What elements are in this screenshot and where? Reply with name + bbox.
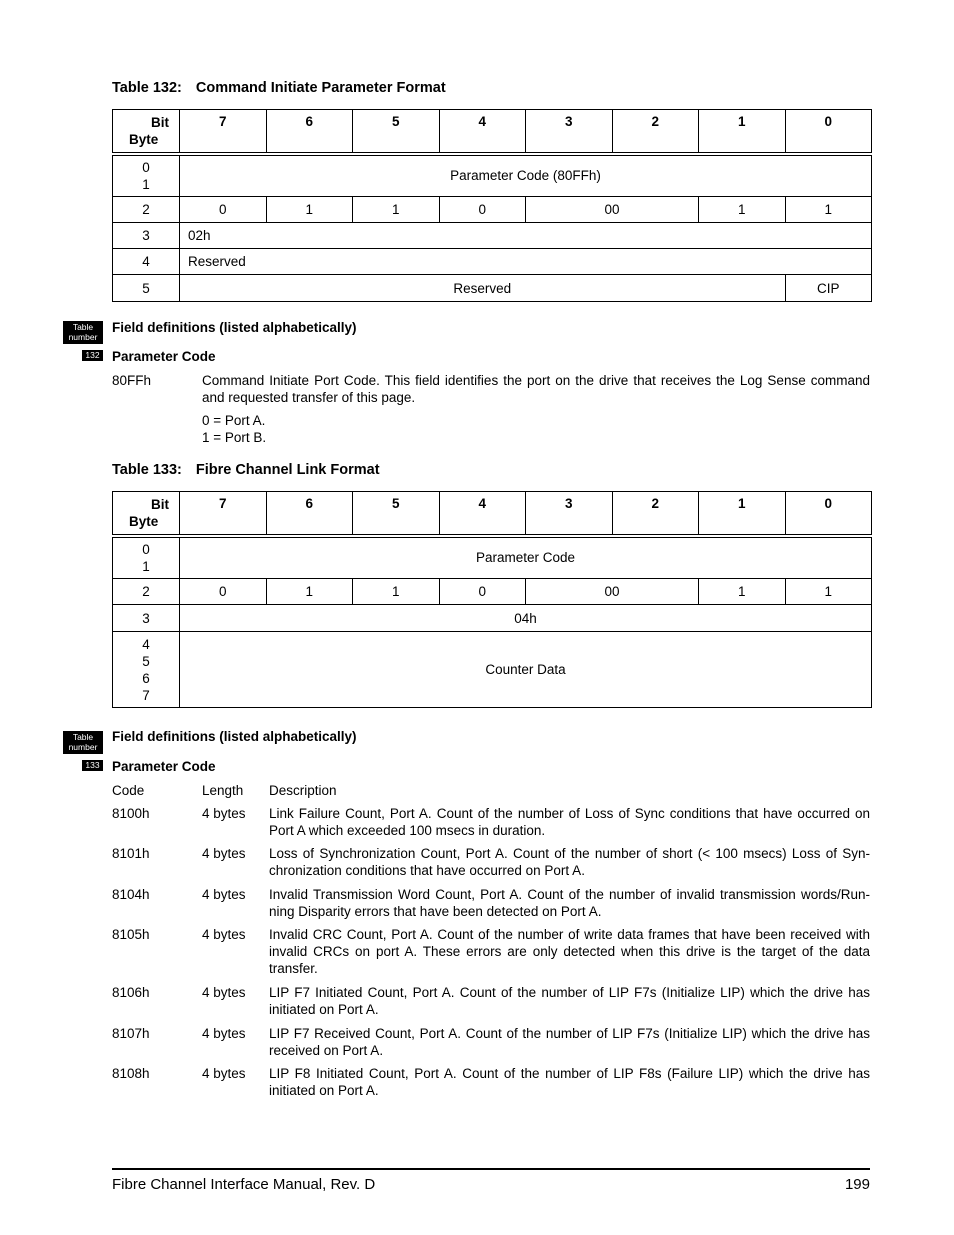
footer-rule (112, 1168, 870, 1170)
byte-cell: 2 (113, 197, 180, 223)
bit-header: 7 (180, 110, 267, 154)
parameter-code-value: 8106h (112, 985, 150, 1000)
byte-cell: 0 1 (113, 536, 180, 579)
bit-header: 2 (612, 110, 699, 154)
bit-header: 4 (439, 110, 526, 154)
cip-cell: CIP (785, 275, 872, 302)
parameter-length-value: 4 bytes (202, 1066, 246, 1081)
parameter-code-heading: Parameter Code (112, 349, 216, 364)
parameter-description: Loss of Synchronization Count, Port A. Count of the number of short (< 100 msecs) Loss of Syn-chronization conditions that have occurred on Port A. (269, 846, 870, 878)
byte-cell: 4 5 6 7 (113, 632, 180, 708)
parameter-length-value: 4 bytes (202, 846, 246, 861)
bit-header: 0 (785, 492, 872, 536)
bit-value-cell: 0 (439, 579, 526, 605)
bit-value-cell: 1 (266, 579, 353, 605)
byte-cell: 3 (113, 605, 180, 632)
code-column-header: Code (112, 783, 145, 798)
parameter-code-value: 8100h (112, 806, 150, 821)
table-row (113, 605, 872, 632)
parameter-code-heading: Parameter Code (112, 759, 216, 774)
table-row (113, 223, 872, 249)
parameter-code-cell: Parameter Code (180, 536, 872, 579)
counter-data-cell: Counter Data (180, 632, 872, 708)
table-row (113, 632, 872, 708)
bit-header: 1 (699, 110, 786, 154)
table-row (113, 579, 872, 605)
parameter-description: LIP F7 Received Count, Port A. Count of the number of LIP F7s (Initialize LIP) which the drive has received on Port A. (269, 1026, 870, 1058)
bit-header: 5 (353, 492, 440, 536)
parameter-length-value: 4 bytes (202, 887, 246, 902)
bit-value-cell: 1 (785, 579, 872, 605)
bit-header: 2 (612, 492, 699, 536)
field-definitions-heading: Field definitions (listed alphabetically) (112, 729, 357, 744)
table-132-caption-title: Command Initiate Parameter Format (195, 80, 446, 96)
table-133-caption (112, 462, 380, 478)
table-row (113, 536, 872, 579)
parameter-code-value: 8108h (112, 1066, 150, 1081)
code-80ffh: 80FFh (112, 373, 152, 388)
byte-cell: 0 1 (113, 154, 180, 197)
table-132-header-row (113, 110, 872, 154)
table-row (113, 154, 872, 197)
bit-header: 6 (266, 110, 353, 154)
length-column-header: Length (202, 783, 244, 798)
parameter-code-cell: Parameter Code (80FFh) (180, 154, 872, 197)
table-row (113, 197, 872, 223)
byte-cell: 5 (113, 275, 180, 302)
parameter-code-value: 8104h (112, 887, 150, 902)
parameter-description: Invalid CRC Count, Port A. Count of the number of write data frames that have been received with invalid CRCs on port A. These errors are only detected when this drive is the target of the data transfer. (269, 927, 870, 976)
table-number-133-tag: 133 (82, 760, 103, 771)
bit-value-cell: 1 (699, 579, 786, 605)
bit-value-cell: 1 (353, 197, 440, 223)
parameter-description: LIP F8 Initiated Count, Port A. Count of the number of LIP F8s (Failure LIP) which the drive has initiated on Port A. (269, 1066, 870, 1098)
table-number-tag: Table number (63, 731, 103, 754)
parameter-length-value: 4 bytes (202, 985, 246, 1000)
table-132-caption (112, 80, 446, 96)
description-column-header: Description (269, 783, 337, 798)
bit-header: 4 (439, 492, 526, 536)
table-133-caption-title: Fibre Channel Link Format (195, 462, 380, 478)
bit-header: 0 (785, 110, 872, 154)
bit-value-cell: 00 (526, 579, 699, 605)
bit-value-cell: 1 (699, 197, 786, 223)
bit-header: 6 (266, 492, 353, 536)
bit-header: 1 (699, 492, 786, 536)
parameter-code-value: 8105h (112, 927, 150, 942)
bit-header: 7 (180, 492, 267, 536)
bit-value-cell: 0 (180, 579, 267, 605)
port-a-value: 0 = Port A. (202, 413, 266, 428)
parameter-description: Invalid Transmission Word Count, Port A. Count of the number of invalid transmission words/Run-ning Disparity errors that have been detected on Port A. (269, 887, 870, 919)
table-133-caption-number: Table 133: (112, 462, 182, 478)
value-cell: 02h (180, 223, 872, 249)
parameter-length-value: 4 bytes (202, 806, 246, 821)
bit-value-cell: 1 (785, 197, 872, 223)
table-number-132-tag: 132 (82, 350, 103, 361)
byte-cell: 4 (113, 249, 180, 275)
page-number: 199 (844, 1176, 870, 1193)
reserved-cell: Reserved (180, 249, 872, 275)
bit-value-cell: 0 (180, 197, 267, 223)
bit-byte-header: Bit Byte (113, 110, 180, 154)
parameter-code-value: 8107h (112, 1026, 150, 1041)
port-b-value: 1 = Port B. (202, 430, 267, 445)
bit-value-cell: 00 (526, 197, 699, 223)
bit-header: 5 (353, 110, 440, 154)
table-133 (112, 491, 872, 708)
bit-header: 3 (526, 492, 613, 536)
reserved-cell: Reserved (180, 275, 786, 302)
bit-header: 3 (526, 110, 613, 154)
bit-value-cell: 1 (353, 579, 440, 605)
parameter-length-value: 4 bytes (202, 1026, 246, 1041)
table-133-header-row (113, 492, 872, 536)
parameter-length-value: 4 bytes (202, 927, 246, 942)
footer-title: Fibre Channel Interface Manual, Rev. D (112, 1176, 376, 1193)
code-description: Command Initiate Port Code. This field identifies the port on the drive that receives the Log Sense command and requested transfer of this page. (202, 373, 870, 405)
parameter-code-value: 8101h (112, 846, 150, 861)
parameter-description: LIP F7 Initiated Count, Port A. Count of the number of LIP F7s (Initialize LIP) which the drive has initiated on Port A. (269, 985, 870, 1017)
table-132 (112, 109, 872, 302)
table-row (113, 249, 872, 275)
bit-value-cell: 1 (266, 197, 353, 223)
table-132-caption-number: Table 132: (112, 80, 182, 96)
parameter-description: Link Failure Count, Port A. Count of the number of Loss of Sync conditions that have occurred on Port A which exceeded 100 msecs in duration. (269, 806, 870, 838)
byte-cell: 2 (113, 579, 180, 605)
field-definitions-heading: Field definitions (listed alphabetically) (112, 320, 357, 335)
bit-byte-header: Bit Byte (113, 492, 180, 536)
bit-value-cell: 0 (439, 197, 526, 223)
byte-cell: 3 (113, 223, 180, 249)
table-row (113, 275, 872, 302)
table-number-tag: Table number (63, 321, 103, 344)
value-cell: 04h (180, 605, 872, 632)
